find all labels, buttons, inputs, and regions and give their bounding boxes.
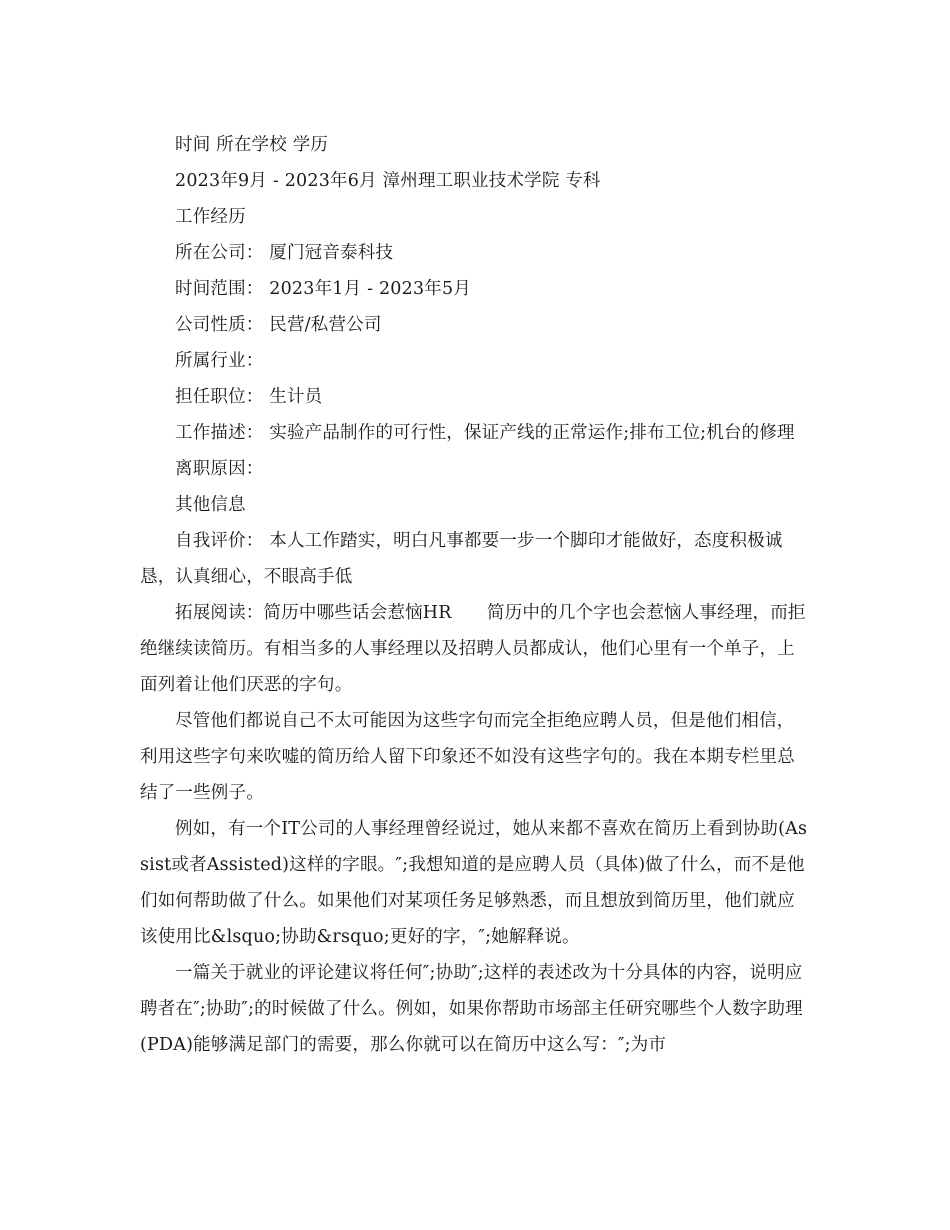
other-info-heading: 其他信息 bbox=[175, 495, 246, 515]
company-field: 所在公司： 厦门冠音泰科技 bbox=[175, 243, 394, 263]
job-description-field: 工作描述： 实验产品制作的可行性，保证产线的正常运作;排布工位;机台的修理 bbox=[175, 423, 795, 443]
industry-field: 所属行业： bbox=[175, 351, 264, 371]
work-experience-heading: 工作经历 bbox=[175, 207, 246, 227]
leave-reason-field: 离职原因： bbox=[175, 459, 264, 479]
body-paragraph: 一篇关于就业的评论建议将任何″;协助″;这样的表述改为十分具体的内容，说明应聘者在″;协助″;的时候做了什么。例如，如果你帮助市场部主任研究哪些个人数字助理(PDA)能够满足部门的需要，那么你就可以在简历中这么写：″;为市 bbox=[140, 963, 803, 1055]
education-entry: 2023年9月 - 2023年6月 漳州理工职业技术学院 专科 bbox=[175, 171, 601, 191]
extended-reading-paragraph: 拓展阅读：简历中哪些话会惹恼HR 简历中的几个字也会惹恼人事经理，而拒绝继续读简历。有相当多的人事经理以及招聘人员都成认，他们心里有一个单子，上面列着让他们厌恶的字句。 bbox=[140, 603, 806, 695]
education-header: 时间 所在学校 学历 bbox=[175, 135, 329, 155]
time-range-field: 时间范围： 2023年1月 - 2023年5月 bbox=[175, 279, 472, 299]
self-evaluation-field: 自我评价： 本人工作踏实，明白凡事都要一步一个脚印才能做好，态度积极诚恳，认真细心，不眼高手低 bbox=[140, 531, 783, 587]
body-paragraph: 例如，有一个IT公司的人事经理曾经说过，她从来都不喜欢在简历上看到协助(Assist或者Assisted)这样的字眼。″;我想知道的是应聘人员（具体)做了什么，而不是他们如何帮助做了什么。如果他们对某项任务足够熟悉，而且想放到简历里，他们就应该使用比&lsquo;协助&rsquo;更好的字，″;她解释说。 bbox=[140, 819, 808, 947]
body-paragraph: 尽管他们都说自己不太可能因为这些字句而完全拒绝应聘人员，但是他们相信，利用这些字句来吹嘘的简历给人留下印象还不如没有这些字句的。我在本期专栏里总结了一些例子。 bbox=[140, 711, 795, 803]
company-type-field: 公司性质： 民营/私营公司 bbox=[175, 315, 382, 335]
document-body bbox=[140, 127, 812, 1063]
position-field: 担任职位： 生计员 bbox=[175, 387, 323, 407]
